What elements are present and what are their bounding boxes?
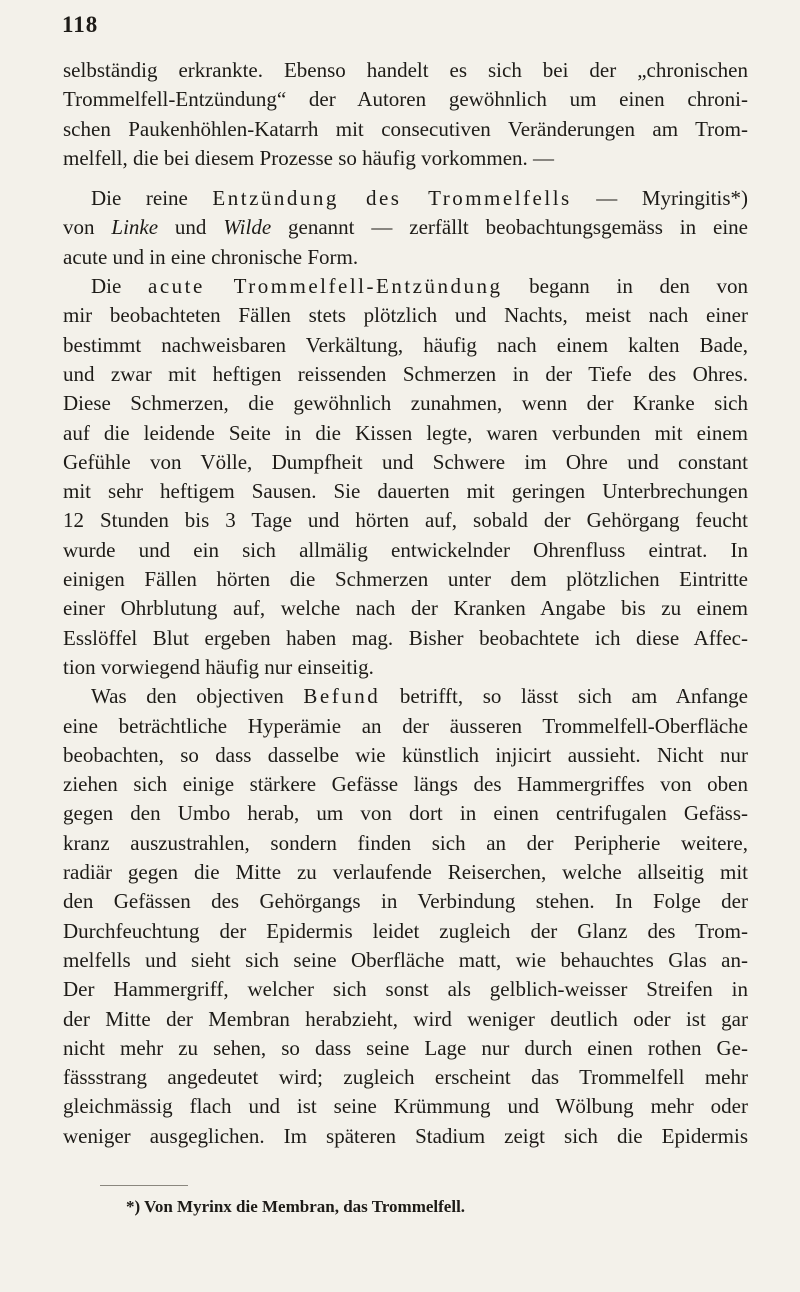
text-line: und zwar mit heftigen reissenden Schmerzen in der Tiefe des Ohres. [63, 361, 748, 386]
text-line: eine beträchtliche Hyperämie an der äusseren Trommelfell-Oberfläche [63, 713, 748, 738]
text-line: Die acute Trommelfell-Entzündung begann in den von [91, 274, 748, 299]
text-line: Gefühle von Völle, Dumpfheit und Schwere im Ohre und constant [63, 449, 748, 474]
text-line: gleichmässig flach und ist seine Krümmung und Wölbung mehr oder [63, 1094, 748, 1119]
text-line: Die reine Entzündung des Trommelfells — Myringitis*) [91, 186, 748, 211]
text-line: einer Ohrblutung auf, welche nach der Kranken Angabe bis zu einem [63, 596, 748, 621]
footnote: *) Von Myrinx die Membran, das Trommelfell. [126, 1197, 466, 1216]
text-line: weniger ausgeglichen. Im späteren Stadium zeigt sich die Epidermis [63, 1123, 748, 1148]
text-line: acute und in eine chronische Form. [63, 244, 359, 269]
paragraph-4 [63, 682, 748, 1151]
author-name: Wilde [223, 215, 272, 240]
text-line: von Linke und Wilde genannt — zerfällt beobachtungsgemäss in eine [63, 215, 749, 240]
text-line: wurde und ein sich allmälig entwickelnder Ohrenfluss eintrat. In [63, 537, 748, 562]
text-line: kranz auszustrahlen, sondern finden sich an der Peripherie weitere, [63, 830, 748, 855]
text-line: Der Hammergriff, welcher sich sonst als gelblich-weisser Streifen in [63, 977, 748, 1002]
footnote-divider [100, 1185, 188, 1186]
author-name: Linke [111, 215, 159, 240]
text-line: einigen Fällen hörten die Schmerzen unter dem plötzlichen Eintritte [63, 567, 748, 592]
paragraph-3 [63, 272, 748, 682]
emphasis-term: Befund [303, 684, 381, 709]
text-line: bestimmt nachweisbaren Verkältung, häufig nach einem kalten Bade, [63, 332, 748, 357]
text-line: selbständig erkrankte. Ebenso handelt es sich bei der „chronischen [63, 58, 748, 82]
emphasis-term: acute Trommelfell-Entzündung [148, 274, 503, 299]
text-line: tion vorwiegend häufig nur einseitig. [63, 654, 374, 679]
text-line: der Mitte der Membran herabzieht, wird weniger deutlich oder ist gar [63, 1006, 748, 1031]
text-line: Durchfeuchtung der Epidermis leidet zugleich der Glanz des Trom- [63, 918, 748, 943]
text-line: Trommelfell-Entzündung“ der Autoren gewöhnlich um einen chroni- [63, 87, 748, 112]
text-line: melfells und sieht sich seine Oberfläche matt, wie behauchtes Glas an- [63, 947, 748, 972]
body-text [63, 56, 748, 1151]
paragraph-1 [63, 56, 748, 173]
text-line: 12 Stunden bis 3 Tage und hörten auf, sobald der Gehörgang feucht [63, 508, 748, 533]
text-line: Was den objectiven Befund betrifft, so lässt sich am Anfange [91, 684, 748, 709]
text-line: melfell, die bei diesem Prozesse so häufig vorkommen. — [63, 145, 555, 170]
text-line: den Gefässen des Gehörgangs in Verbindung stehen. In Folge der [63, 889, 748, 914]
text-line: fässstrang angedeutet wird; zugleich erscheint das Trommelfell mehr [63, 1065, 748, 1090]
paragraph-2 [63, 184, 748, 272]
text-line: mir beobachteten Fällen stets plötzlich und Nachts, meist nach einer [63, 303, 748, 328]
text-line: ziehen sich einige stärkere Gefässe längs des Hammergriffes von oben [63, 772, 748, 797]
emphasis-term: Entzündung des Trommelfells [212, 186, 572, 211]
text-line: auf die leidende Seite in die Kissen legte, waren verbunden mit einem [63, 420, 748, 445]
text-line: nicht mehr zu sehen, so dass seine Lage nur durch einen rothen Ge- [63, 1035, 748, 1060]
text-line: mit sehr heftigem Sausen. Sie dauerten mit geringen Unterbrechungen [63, 479, 748, 504]
text-line: schen Paukenhöhlen-Katarrh mit consecutiven Veränderungen am Trom- [63, 116, 748, 141]
text-line: beobachten, so dass dasselbe wie künstlich injicirt aussieht. Nicht nur [63, 742, 748, 767]
page-number: 118 [62, 12, 99, 37]
text-line: Diese Schmerzen, die gewöhnlich zunahmen, wenn der Kranke sich [63, 391, 748, 416]
text-line: gegen den Umbo herab, um von dort in einen centrifugalen Gefäss- [63, 801, 748, 826]
text-line: radiär gegen die Mitte zu verlaufende Reiserchen, welche allseitig mit [63, 860, 748, 885]
text-line: Esslöffel Blut ergeben haben mag. Bisher beobachtete ich diese Affec- [63, 625, 748, 650]
